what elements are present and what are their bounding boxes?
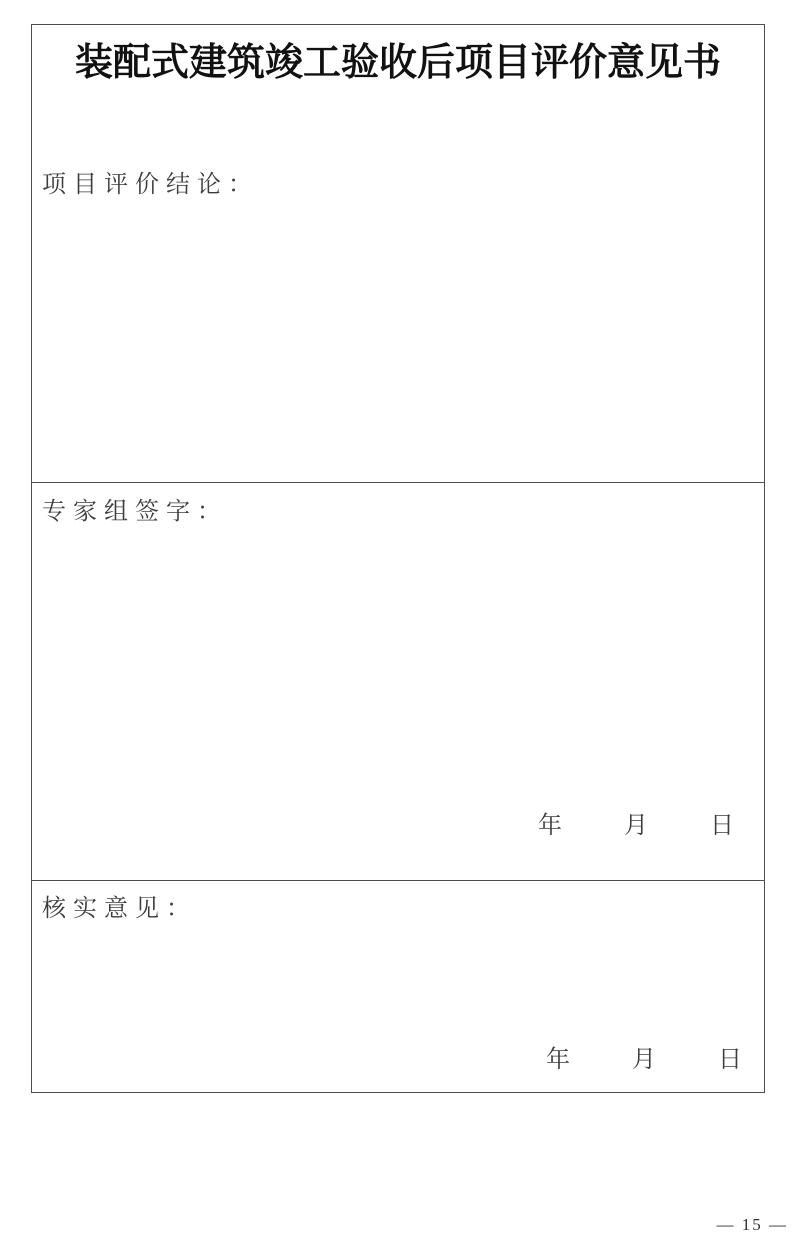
verification-opinion-label: 核实意见： [42, 896, 197, 922]
page-number: — 15 — [716, 1215, 788, 1234]
signature-date-line [538, 811, 754, 842]
month-label: 月 [624, 812, 648, 839]
document-title: 装配式建筑竣工验收后项目评价意见书 [74, 42, 721, 84]
year-label: 年 [538, 812, 562, 839]
section-evaluation-conclusion [32, 25, 764, 483]
section-expert-signature [32, 483, 764, 881]
section-verification-opinion [32, 881, 764, 1092]
day-label: 日 [710, 812, 734, 839]
year-label: 年 [546, 1046, 570, 1073]
evaluation-conclusion-label: 项目评价结论： [42, 171, 259, 198]
month-label: 月 [632, 1046, 656, 1073]
verification-date-line [546, 1045, 754, 1076]
evaluation-form-table [31, 24, 765, 1093]
day-label: 日 [718, 1046, 742, 1073]
expert-signature-label: 专家组签字： [42, 499, 228, 525]
